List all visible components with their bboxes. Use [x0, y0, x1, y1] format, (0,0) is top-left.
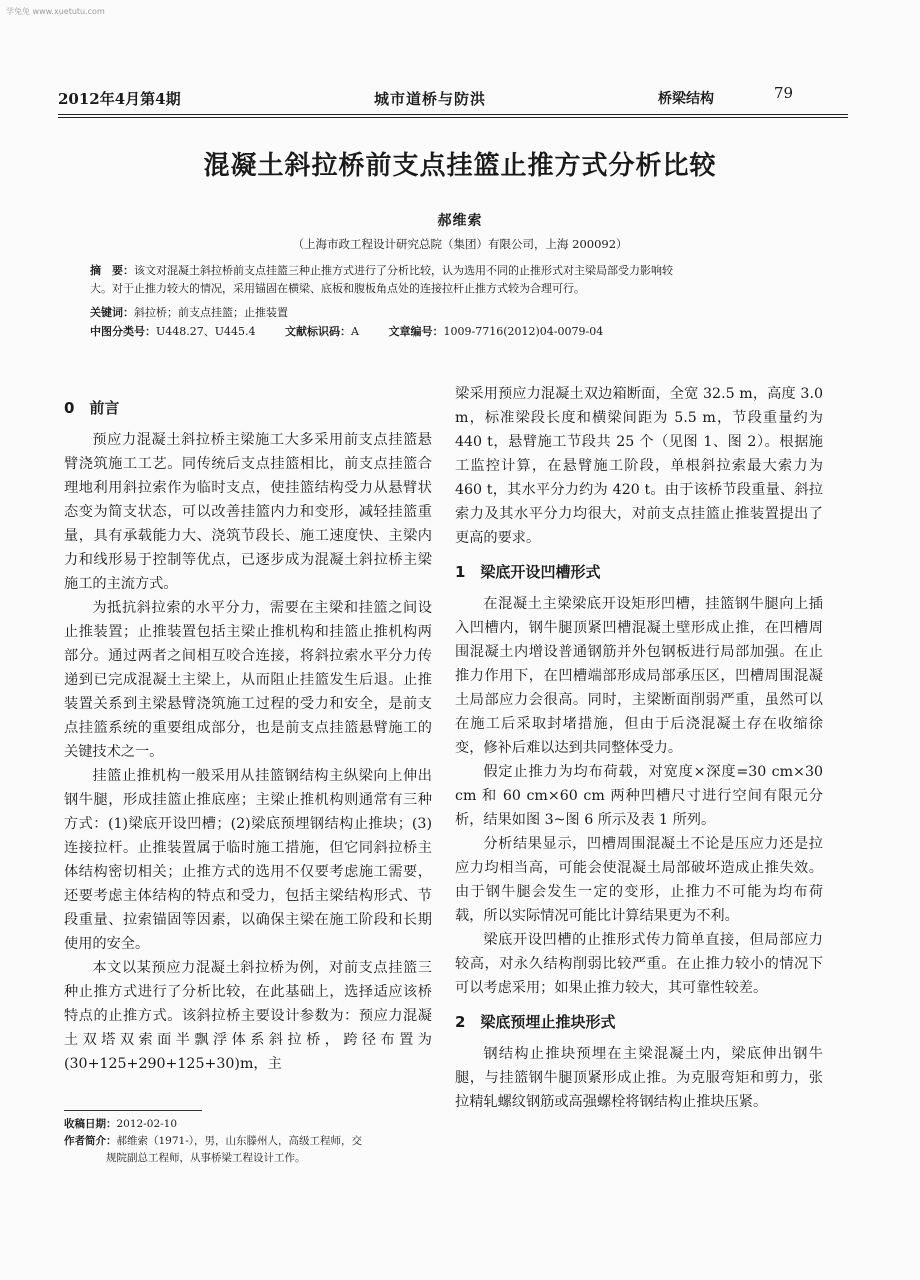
paper-metadata — [90, 303, 810, 341]
body-paragraph-2: 为抵抗斜拉索的水平分力，需要在主梁和挂篮之间设止推装置；止推装置包括主梁止推机构和挂篮止推机构两部分。通过两者之间相互咬合连接，将斜拉索水平分力传递到已完成混凝土主梁上，从而阻止挂篮发生后退。止推装置关系到主梁悬臂浇筑施工过程的受力和安全，是前支点挂篮系统的重要组成部分，也是前支点挂篮悬臂施工的关键技术之一。 — [64, 600, 432, 760]
running-header — [58, 84, 848, 112]
keywords-text: 斜拉桥；前支点挂篮；止推装置 — [134, 306, 288, 319]
author-bio-label: 作者简介： — [64, 1135, 117, 1147]
journal-name: 城市道桥与防洪 — [374, 90, 487, 108]
body-paragraph-6: 假定止推力为均布荷载，对宽度×深度=30 cm×30 cm 和 60 cm×60 cm 两种凹槽尺寸进行空间有限元分析，结果如图 3~图 6 所示及表 1 所列。 — [455, 764, 823, 828]
body-paragraph-4-continued: 梁采用预应力混凝土双边箱断面，全宽 32.5 m，高度 3.0 m，标准梁段长度和横梁间距为 5.5 m，节段重量约为 440 t，悬臂施工节段共 25 个（见图 1、图 2）。根据施工监控计算，在悬臂施工阶段，单根斜拉索最大索力为 460 t，其水平分力约为 420 t。由于该桥节段重量、斜拉索力及其水平分力均很大，对前支点挂篮止推装置提出了更高的要求。 — [455, 386, 823, 546]
section-name: 桥梁结构 — [658, 91, 714, 107]
paper-author: 郝维索 — [437, 213, 483, 229]
doc-code-label: 文献标识码： — [285, 325, 352, 338]
abstract — [90, 262, 794, 298]
footnote — [64, 1116, 434, 1167]
author-bio-line-2: 规院副总工程师，从事桥梁工程设计工作。 — [106, 1152, 306, 1164]
keywords — [90, 303, 810, 322]
section-heading-0: 0 前言 — [64, 399, 120, 417]
body-paragraph-3: 挂篮止推机构一般采用从挂篮钢结构主纵梁向上伸出钢牛腿，形成挂篮止推底座；主梁止推机构则通常有三种方式：(1)梁底开设凹槽；(2)梁底预埋钢结构止推块；(3)连接拉杆。止推装置属于临时施工措施，但它同斜拉桥主体结构密切相关；止推方式的选用不仅要考虑施工需要，还要考虑主体结构的特点和受力，包括主梁结构形式、节段重量、拉索锚固等因素，以确保主梁在施工阶段和长期使用的安全。 — [64, 768, 432, 952]
received-label: 收稿日期： — [64, 1118, 117, 1130]
body-paragraph-7: 分析结果显示，凹槽周围混凝土不论是压应力还是拉应力均相当高，可能会使混凝土局部破坏造成止推失效。由于钢牛腿会发生一定的变形，止推力不可能为均布荷载，所以实际情况可能比计算结果更为不利。 — [455, 836, 823, 924]
body-column-left — [64, 390, 432, 1076]
body-column-right — [455, 382, 823, 1114]
abstract-text-1: 该文对混凝土斜拉桥前支点挂篮三种止推方式进行了分析比较，认为选用不同的止推形式对主梁局部受力影响较 — [134, 264, 673, 277]
footnote-rule — [64, 1110, 202, 1111]
classification-line — [90, 322, 810, 341]
body-paragraph-4: 本文以某预应力混凝土斜拉桥为例，对前支点挂篮三种止推方式进行了分析比较，在此基础上，选择适应该桥特点的止推方式。该斜拉桥主要设计参数为：预应力混凝土双塔双索面半飘浮体系斜拉桥，跨径布置为(30+125+290+125+30)m，主 — [64, 960, 432, 1072]
clc-value: U448.27、U445.4 — [156, 325, 256, 338]
keywords-label: 关键词： — [90, 306, 134, 319]
section-heading-2: 2 梁底预埋止推块形式 — [455, 1013, 616, 1031]
author-bio — [64, 1133, 434, 1150]
header-rule-thin — [58, 117, 848, 118]
clc-label: 中图分类号： — [90, 325, 156, 338]
header-rule-thick — [58, 114, 848, 115]
body-paragraph-8: 梁底开设凹槽的止推形式传力简单直接，但局部应力较高，对永久结构削弱比较严重。在止推力较小的情况下可以考虑采用；如果止推力较大，其可靠性较差。 — [455, 932, 823, 996]
article-number-value: 1009-7716(2012)04-0079-04 — [443, 325, 604, 338]
page-number: 79 — [774, 84, 794, 102]
doc-code-value: A — [351, 325, 359, 338]
body-paragraph-5: 在混凝土主梁梁底开设矩形凹槽，挂篮钢牛腿向上插入凹槽内，钢牛腿顶紧凹槽混凝土壁形成止推，在凹槽周围混凝土内增设普通钢筋并外包钢板进行局部加强。在止推力作用下，在凹槽端部形成局部承压区，凹槽周围混凝土局部应力会很高。同时，主梁断面削弱严重，虽然可以在施工后采取封堵措施，但由于后浇混凝土存在收缩徐变，修补后难以达到共同整体受力。 — [455, 596, 823, 756]
abstract-label: 摘 要： — [90, 264, 134, 277]
abstract-line-2: 大。对于止推力较大的情况，采用锚固在横梁、底板和腹板角点处的连接拉杆止推方式较为合理可行。 — [90, 282, 585, 295]
article-number-label: 文章编号： — [388, 325, 444, 338]
received-value: 2012-02-10 — [116, 1118, 178, 1130]
paper-title: 混凝土斜拉桥前支点挂篮止推方式分析比较 — [203, 151, 717, 181]
author-bio-line-1: 郝维索（1971-），男，山东滕州人，高级工程师，交 — [116, 1135, 363, 1147]
watermark: 学兔兔 www.xuetutu.com — [6, 7, 105, 16]
author-affiliation: （上海市政工程设计研究总院（集团）有限公司，上海 200092） — [292, 237, 628, 251]
body-paragraph-1: 预应力混凝土斜拉桥主梁施工大多采用前支点挂篮悬臂浇筑施工工艺。同传统后支点挂篮相比，前支点挂篮合理地利用斜拉索作为临时支点，使挂篮结构受力从悬臂状态变为简支状态，可以改善挂篮内力和变形，减轻挂篮重量，具有承载能力大、浇筑节段长、施工速度快、主梁内力和线形易于控制等优点，已逐步成为混凝土斜拉桥主梁施工的主流方式。 — [64, 432, 432, 592]
issue-date: 2012年4月第4期 — [58, 90, 181, 108]
received-date — [64, 1116, 434, 1133]
section-heading-1: 1 梁底开设凹槽形式 — [455, 563, 601, 581]
abstract-line-1 — [90, 262, 794, 280]
body-paragraph-9: 钢结构止推块预埋在主梁混凝土内，梁底伸出钢牛腿，与挂篮钢牛腿顶紧形成止推。为克服弯矩和剪力，张拉精轧螺纹钢筋或高强螺栓将钢结构止推块压紧。 — [455, 1046, 823, 1110]
